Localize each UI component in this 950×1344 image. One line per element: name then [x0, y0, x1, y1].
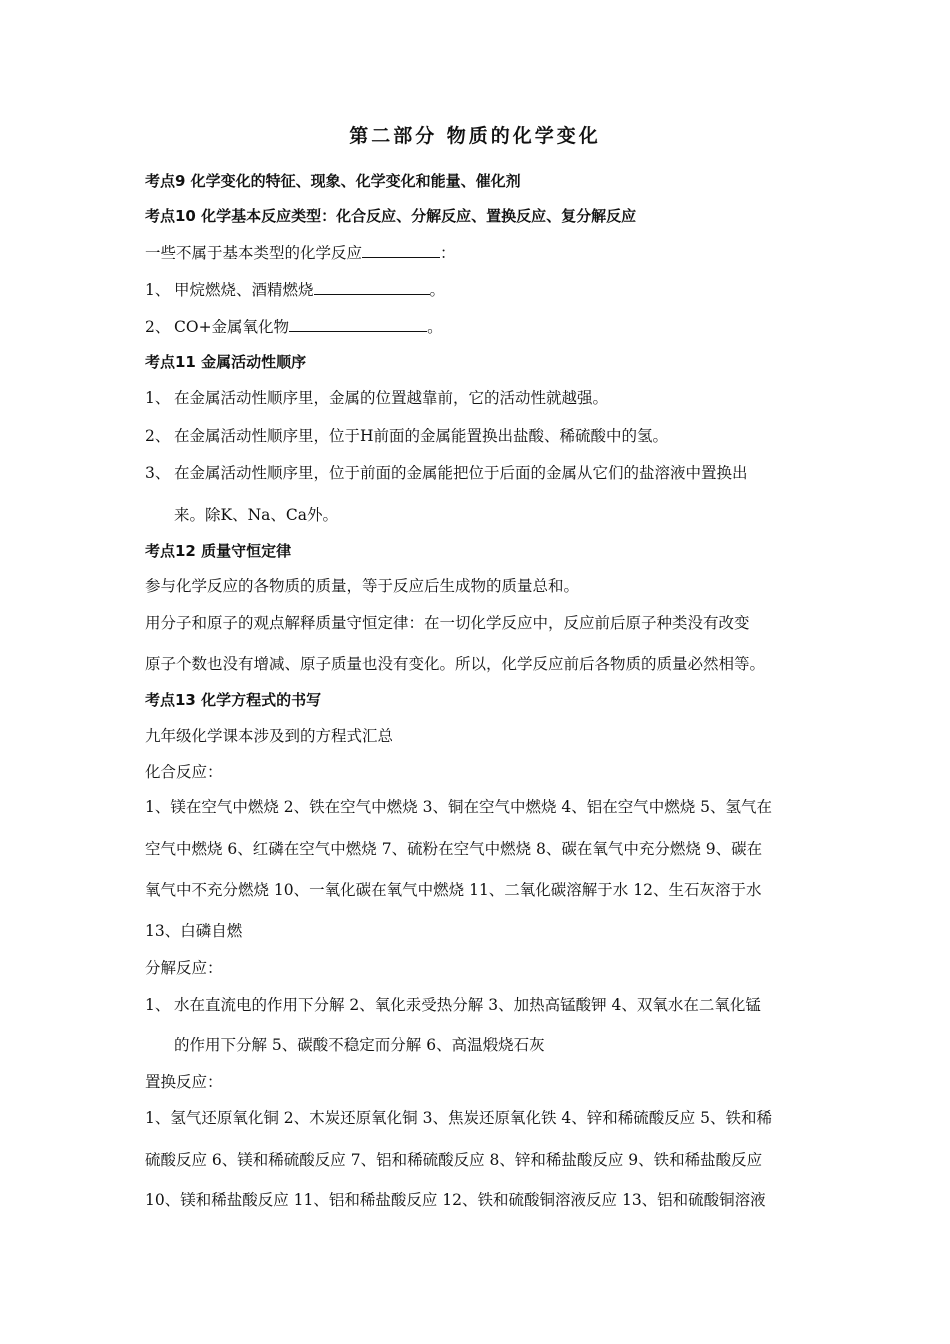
k12-paragraph-2-line-1: 用分子和原子的观点解释质量守恒定律：在一切化学反应中，反应前后原子种类没有改变: [145, 614, 750, 632]
list-number: 2、: [145, 318, 171, 336]
answer-blank: [362, 242, 440, 258]
displacement-line: 1、氢气还原氧化铜 2、木炭还原氧化铜 3、焦炭还原氧化铁 4、锌和稀硫酸反应 5、铁和稀: [145, 1109, 773, 1127]
combination-line: 1、镁在空气中燃烧 2、铁在空气中燃烧 3、铜在空气中燃烧 4、铝在空气中燃烧 5、氢气在: [145, 798, 773, 816]
list-text: 在金属活动性顺序里，位于前面的金属能把位于后面的金属从它们的盐溶液中置换出: [174, 464, 748, 482]
list-number: 2、: [145, 427, 171, 445]
displacement-label: 置换反应：: [145, 1073, 223, 1091]
list-number: 1、: [145, 281, 171, 299]
section-heading-13: 考点13 化学方程式的书写: [145, 691, 322, 709]
k10-intro-text: 一些不属于基本类型的化学反应: [145, 244, 363, 262]
displacement-line: 10、镁和稀盐酸反应 11、铝和稀盐酸反应 12、铁和硫酸铜溶液反应 13、铝和硫酸铜溶液: [145, 1191, 766, 1209]
list-text: 水在直流电的作用下分解 2、氧化汞受热分解 3、加热高锰酸钾 4、双氧水在二氧化锰: [174, 996, 761, 1014]
k10-intro-end: ：: [440, 244, 456, 262]
list-number: 1、: [145, 389, 171, 407]
list-text: 甲烷燃烧、酒精燃烧: [174, 281, 314, 299]
list-number: 3、: [145, 464, 171, 482]
k12-paragraph-1: 参与化学反应的各物质的质量，等于反应后生成物的质量总和。: [145, 577, 580, 595]
section-heading-9: 考点9 化学变化的特征、现象、化学变化和能量、催化剂: [145, 172, 521, 190]
k10-item-1: [145, 279, 445, 300]
k13-intro: 九年级化学课本涉及到的方程式汇总: [145, 727, 394, 745]
combination-line: 13、白磷自燃: [145, 922, 243, 940]
k11-item-1: [145, 388, 608, 408]
combination-line: 空气中燃烧 6、红磷在空气中燃烧 7、硫粉在空气中燃烧 8、碳在氧气中充分燃烧 9、碳在: [145, 840, 763, 858]
combination-line: 氧气中不充分燃烧 10、一氧化碳在氧气中燃烧 11、二氧化碳溶解于水 12、生石灰溶于水: [145, 881, 762, 899]
list-end: 。: [427, 318, 443, 336]
decomposition-line-2: 的作用下分解 5、碳酸不稳定而分解 6、高温煅烧石灰: [174, 1036, 545, 1054]
k10-item-2: [145, 316, 443, 337]
k11-item-3-continuation: 来。除K、Na、Ca外。: [174, 506, 338, 524]
k11-item-2: [145, 426, 668, 446]
k12-paragraph-2-line-2: 原子个数也没有增减、原子质量也没有变化。所以，化学反应前后各物质的质量必然相等。: [145, 655, 766, 673]
combination-label: 化合反应：: [145, 763, 223, 781]
section-heading-12: 考点12 质量守恒定律: [145, 542, 292, 560]
list-end: 。: [429, 281, 446, 299]
displacement-line: 硫酸反应 6、镁和稀硫酸反应 7、铝和稀硫酸反应 8、锌和稀盐酸反应 9、铁和稀盐酸反应: [145, 1151, 763, 1169]
answer-blank: [289, 316, 427, 332]
k10-intro: [145, 242, 456, 263]
list-text: 在金属活动性顺序里，金属的位置越靠前，它的活动性就越强。: [174, 389, 609, 407]
k11-item-3: [145, 463, 748, 483]
section-heading-10: 考点10 化学基本反应类型：化合反应、分解反应、置换反应、复分解反应: [145, 207, 637, 225]
list-number: 1、: [145, 996, 171, 1014]
section-heading-11: 考点11 金属活动性顺序: [145, 353, 307, 371]
list-text: CO+金属氧化物: [174, 318, 290, 336]
page-title: 第二部分 物质的化学变化: [349, 125, 601, 147]
list-text: 在金属活动性顺序里，位于H前面的金属能置换出盐酸、稀硫酸中的氢。: [174, 427, 669, 445]
answer-blank: [314, 279, 430, 295]
decomposition-label: 分解反应：: [145, 959, 223, 977]
decomposition-line-1: [145, 995, 761, 1015]
